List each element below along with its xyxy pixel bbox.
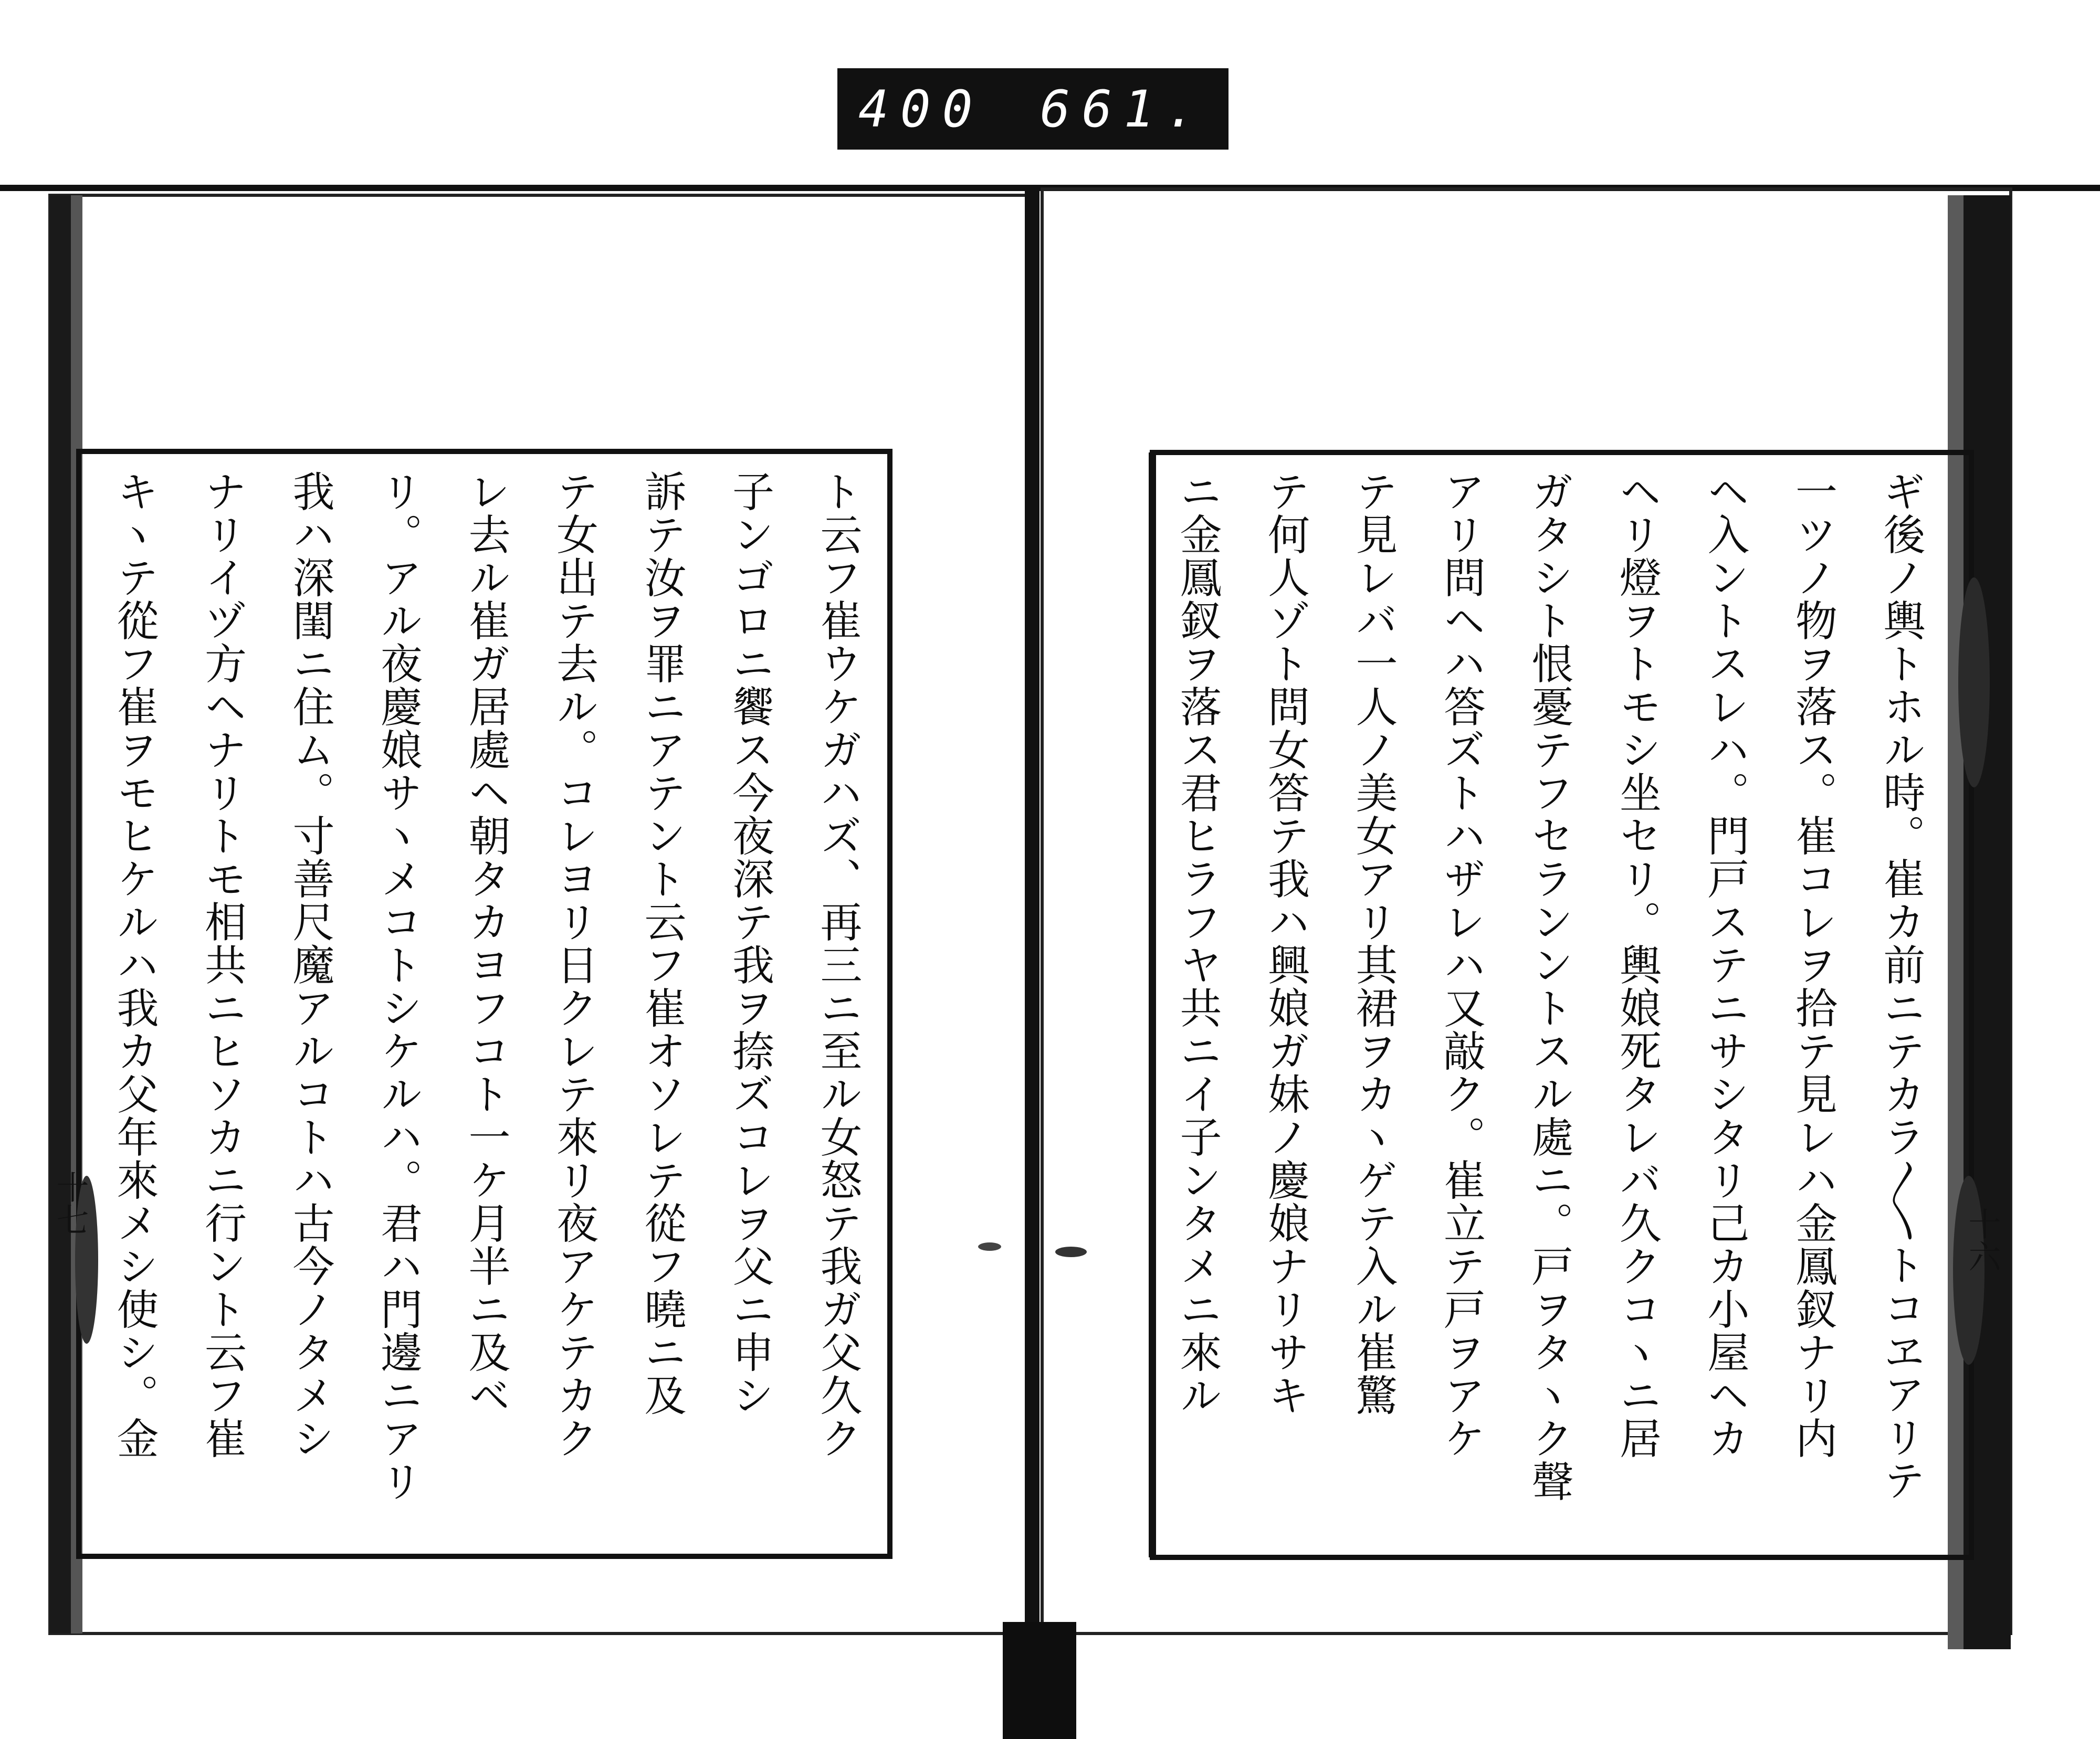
catalog-label-right: 661. <box>1040 79 1208 139</box>
left-page-text <box>108 470 864 1520</box>
text-column: 訴テ汝ヲ罪ニアテント云フ崔オソレテ從フ曉ニ及 <box>637 470 686 1417</box>
text-column: リ。アル夜慶娘サヽメコトシケルハ。君ハ門邊ニアリ <box>373 470 423 1503</box>
text-column: 我ハ深閨ニ住ム。寸善尺魔アルコトハ古今ノタメシ <box>286 470 334 1460</box>
text-column: ギ後ノ輿トホル時。崔カ前ニテカラ〳〵トコヱアリテ <box>1876 470 1925 1502</box>
text-column: ニ金鳳釵ヲ落ス君ヒラフヤ共ニイ子ンタメニ來ル <box>1173 470 1222 1417</box>
text-column: テ女出テ去ル。コレヨリ日クレテ來リ夜アケテカク <box>549 470 598 1460</box>
catalog-label-left: 400 <box>858 79 984 139</box>
text-column: テ何人ゾト問女答テ我ハ興娘ガ妹ノ慶娘ナリサキ <box>1261 470 1310 1417</box>
text-column: ト云フ崔ウケガハズ、再三ニ至ル女怒テ我ガ父久ク <box>813 470 862 1460</box>
right-page-folio: 十六 <box>1963 1207 2001 1272</box>
text-column: 子ンゴロニ饗ス今夜深テ我ヲ捺ズコレヲ父ニ申シ <box>725 470 774 1417</box>
right-page-text <box>1171 470 1927 1520</box>
text-column: テ見レバ一人ノ美女アリ其裙ヲカヽゲテ入ル崔驚 <box>1349 470 1398 1417</box>
text-column: アリ問ヘハ答ズトハザレハ又敲ク。崔立テ戸ヲアケ <box>1436 470 1486 1460</box>
text-column: レ去ル崔ガ居處ヘ朝タカヨフコト一ケ月半ニ及ベ <box>461 470 510 1417</box>
text-column: 一ツノ物ヲ落ス。崔コレヲ拾テ見レハ金鳳釵ナリ内 <box>1788 470 1838 1460</box>
catalog-label <box>837 68 1228 150</box>
left-page-folio: 十七 <box>51 1171 89 1236</box>
text-column: ナリイヅ方ヘナリトモ相共ニヒソカニ行ント云フ崔 <box>197 470 247 1460</box>
text-column: キヽテ從フ崔ヲモヒケルハ我カ父年來メシ使シ。金 <box>110 470 159 1460</box>
text-column: ヘリ燈ヲトモシ坐セリ。輿娘死タレバ久クコヽニ居 <box>1612 470 1662 1460</box>
text-column: ヘ入ントスレハ。門戸ステニサシタリ己カ小屋ヘカ <box>1700 470 1749 1460</box>
text-column: ガタシト恨憂テフセランントスル處ニ。戸ヲタヽク聲 <box>1525 470 1573 1503</box>
